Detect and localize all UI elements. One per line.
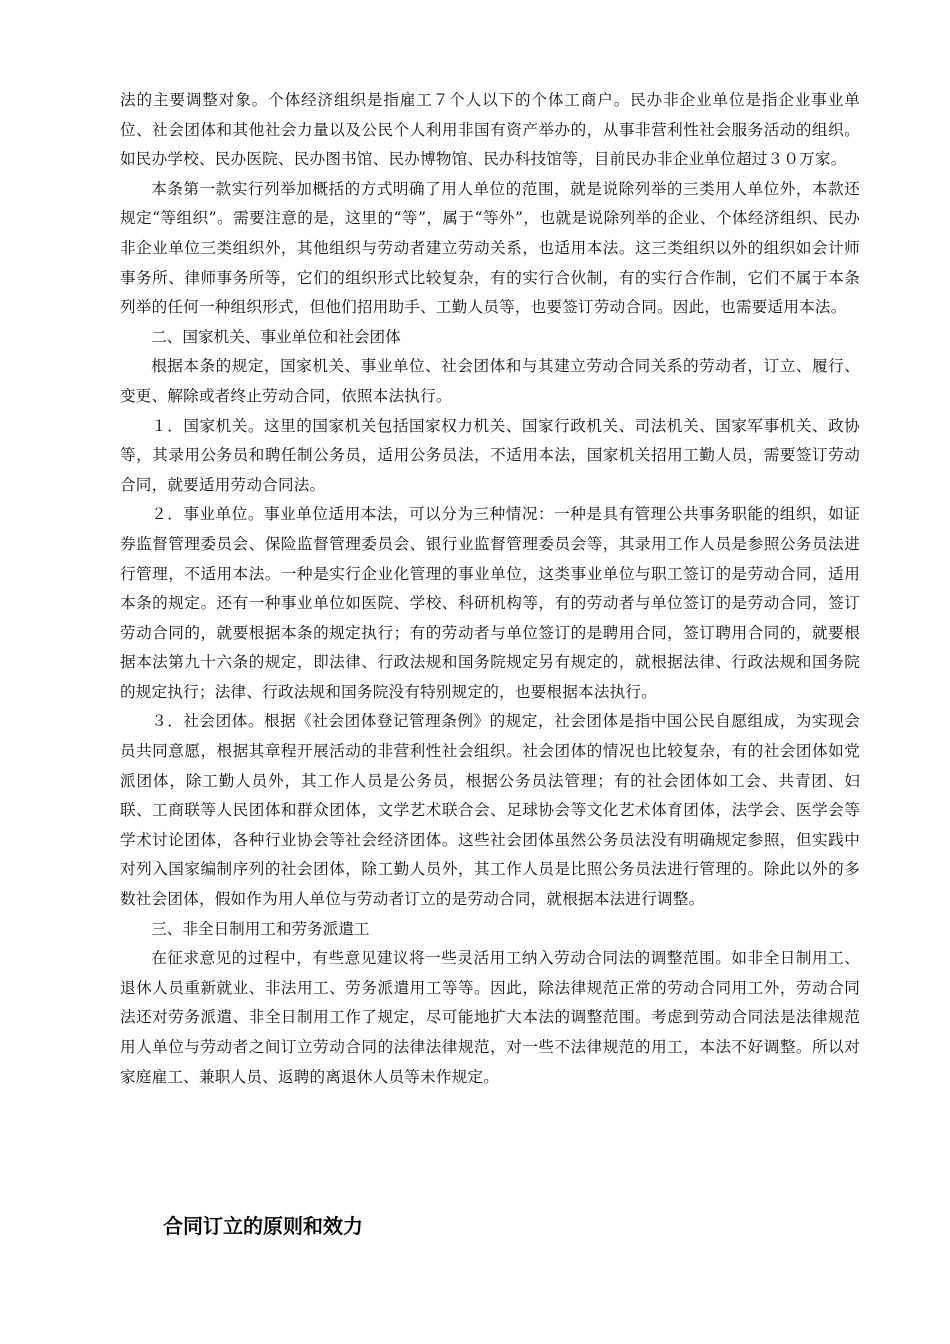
section-title: 合同订立的原则和效力 (163, 1214, 363, 1238)
document-body (120, 86, 860, 1092)
subheading-state-organs: 二、国家机关、事业单位和社会团体 (151, 327, 401, 346)
paragraph-continuation: 法的主要调整对象。个体经济组织是指雇工７个人以下的个体工商户。民办非企业单位是指企业事业单位、社会团体和其他社会力量以及公民个人利用非国有资产举办的，从事非营利性社会服务活动的组织。如民办学校、民办医院、民办图书馆、民办博物馆、民办科技馆等，目前民办非企业单位超过３０万家。 (120, 91, 860, 169)
paragraph-state-organs-intro: 根据本条的规定，国家机关、事业单位、社会团体和与其建立劳动合同关系的劳动者，订立、履行、变更、解除或者终止劳动合同，依照本法执行。 (120, 357, 860, 405)
subheading-part-time-dispatch: 三、非全日制用工和劳务派遣工 (151, 919, 370, 938)
paragraph-flexible-employment: 在征求意见的过程中，有些意见建议将一些灵活用工纳入劳动合同法的调整范围。如非全日制用工、退休人员重新就业、非法用工、劳务派遣用工等等。因此，除法律规范正常的劳动合同用工外，劳动合同法还对劳务派遣、非全日制用工作了规定，尽可能地扩大本法的调整范围。考虑到劳动合同法是法律规范用人单位与劳动者之间订立劳动合同的法律法律规范，对一些不法律规范的用工，本法不好调整。所以对家庭雇工、兼职人员、返聘的离退休人员等未作规定。 (120, 949, 860, 1086)
paragraph-scope-enumeration: 本条第一款实行列举加概括的方式明确了用人单位的范围，就是说除列举的三类用人单位外，本款还规定“等组织”。需要注意的是，这里的“等”，属于“等外”，也就是说除列举的企业、个体经济组织、民办非企业单位三类组织外，其他组织与劳动者建立劳动关系，也适用本法。这三类组织以外的组织如会计师事务所、律师事务所等，它们的组织形式比较复杂，有的实行合伙制，有的实行合作制，它们不属于本条列举的任何一种组织形式，但他们招用助手、工勤人员等，也要签订劳动合同。因此，也需要适用本法。 (120, 179, 860, 317)
paragraph-item-1-state-organs: １．国家机关。这里的国家机关包括国家权力机关、国家行政机关、司法机关、国家军事机关、政协等，其录用公务员和聘任制公务员，适用公务员法，不适用本法，国家机关招用工勤人员，需要签订劳动合同，就要适用劳动合同法。 (120, 416, 860, 494)
paragraph-item-3-social-groups: ３．社会团体。根据《社会团体登记管理条例》的规定，社会团体是指中国公民自愿组成，为实现会员共同意愿，根据其章程开展活动的非营利性社会组织。社会团体的情况也比较复杂，有的社会团体如党派团体，除工勤人员外，其工作人员是公务员，根据公务员法管理；有的社会团体如工会、共青团、妇联、工商联等人民团体和群众团体，文学艺术联合会、足球协会等文化艺术体育团体，法学会、医学会等学术讨论团体，各种行业协会等社会经济团体。这些社会团体虽然公务员法没有明确规定参照，但实践中对列入国家编制序列的社会团体，除工勤人员外，其工作人员是比照公务员法进行管理的。除此以外的多数社会团体，假如作为用人单位与劳动者订立的是劳动合同，就根据本法进行调整。 (120, 712, 860, 909)
paragraph-item-2-public-institutions: ２．事业单位。事业单位适用本法，可以分为三种情况：一种是具有管理公共事务职能的组织，如证券监督管理委员会、保险监督管理委员会、银行业监督管理委员会等，其录用工作人员是参照公务员法进行管理，不适用本法。一种是实行企业化管理的事业单位，这类事业单位与职工签订的是劳动合同，适用本条的规定。还有一种事业单位如医院、学校、科研机构等，有的劳动者与单位签订的是劳动合同，签订劳动合同的，就要根据本条的规定执行；有的劳动者与单位签订的是聘用合同，签订聘用合同的，就要根据本法第九十六条的规定，即法律、行政法规和国务院规定另有规定的，就根据法律、行政法规和国务院的规定执行；法律、行政法规和国务院没有特别规定的，也要根据本法执行。 (120, 505, 860, 701)
